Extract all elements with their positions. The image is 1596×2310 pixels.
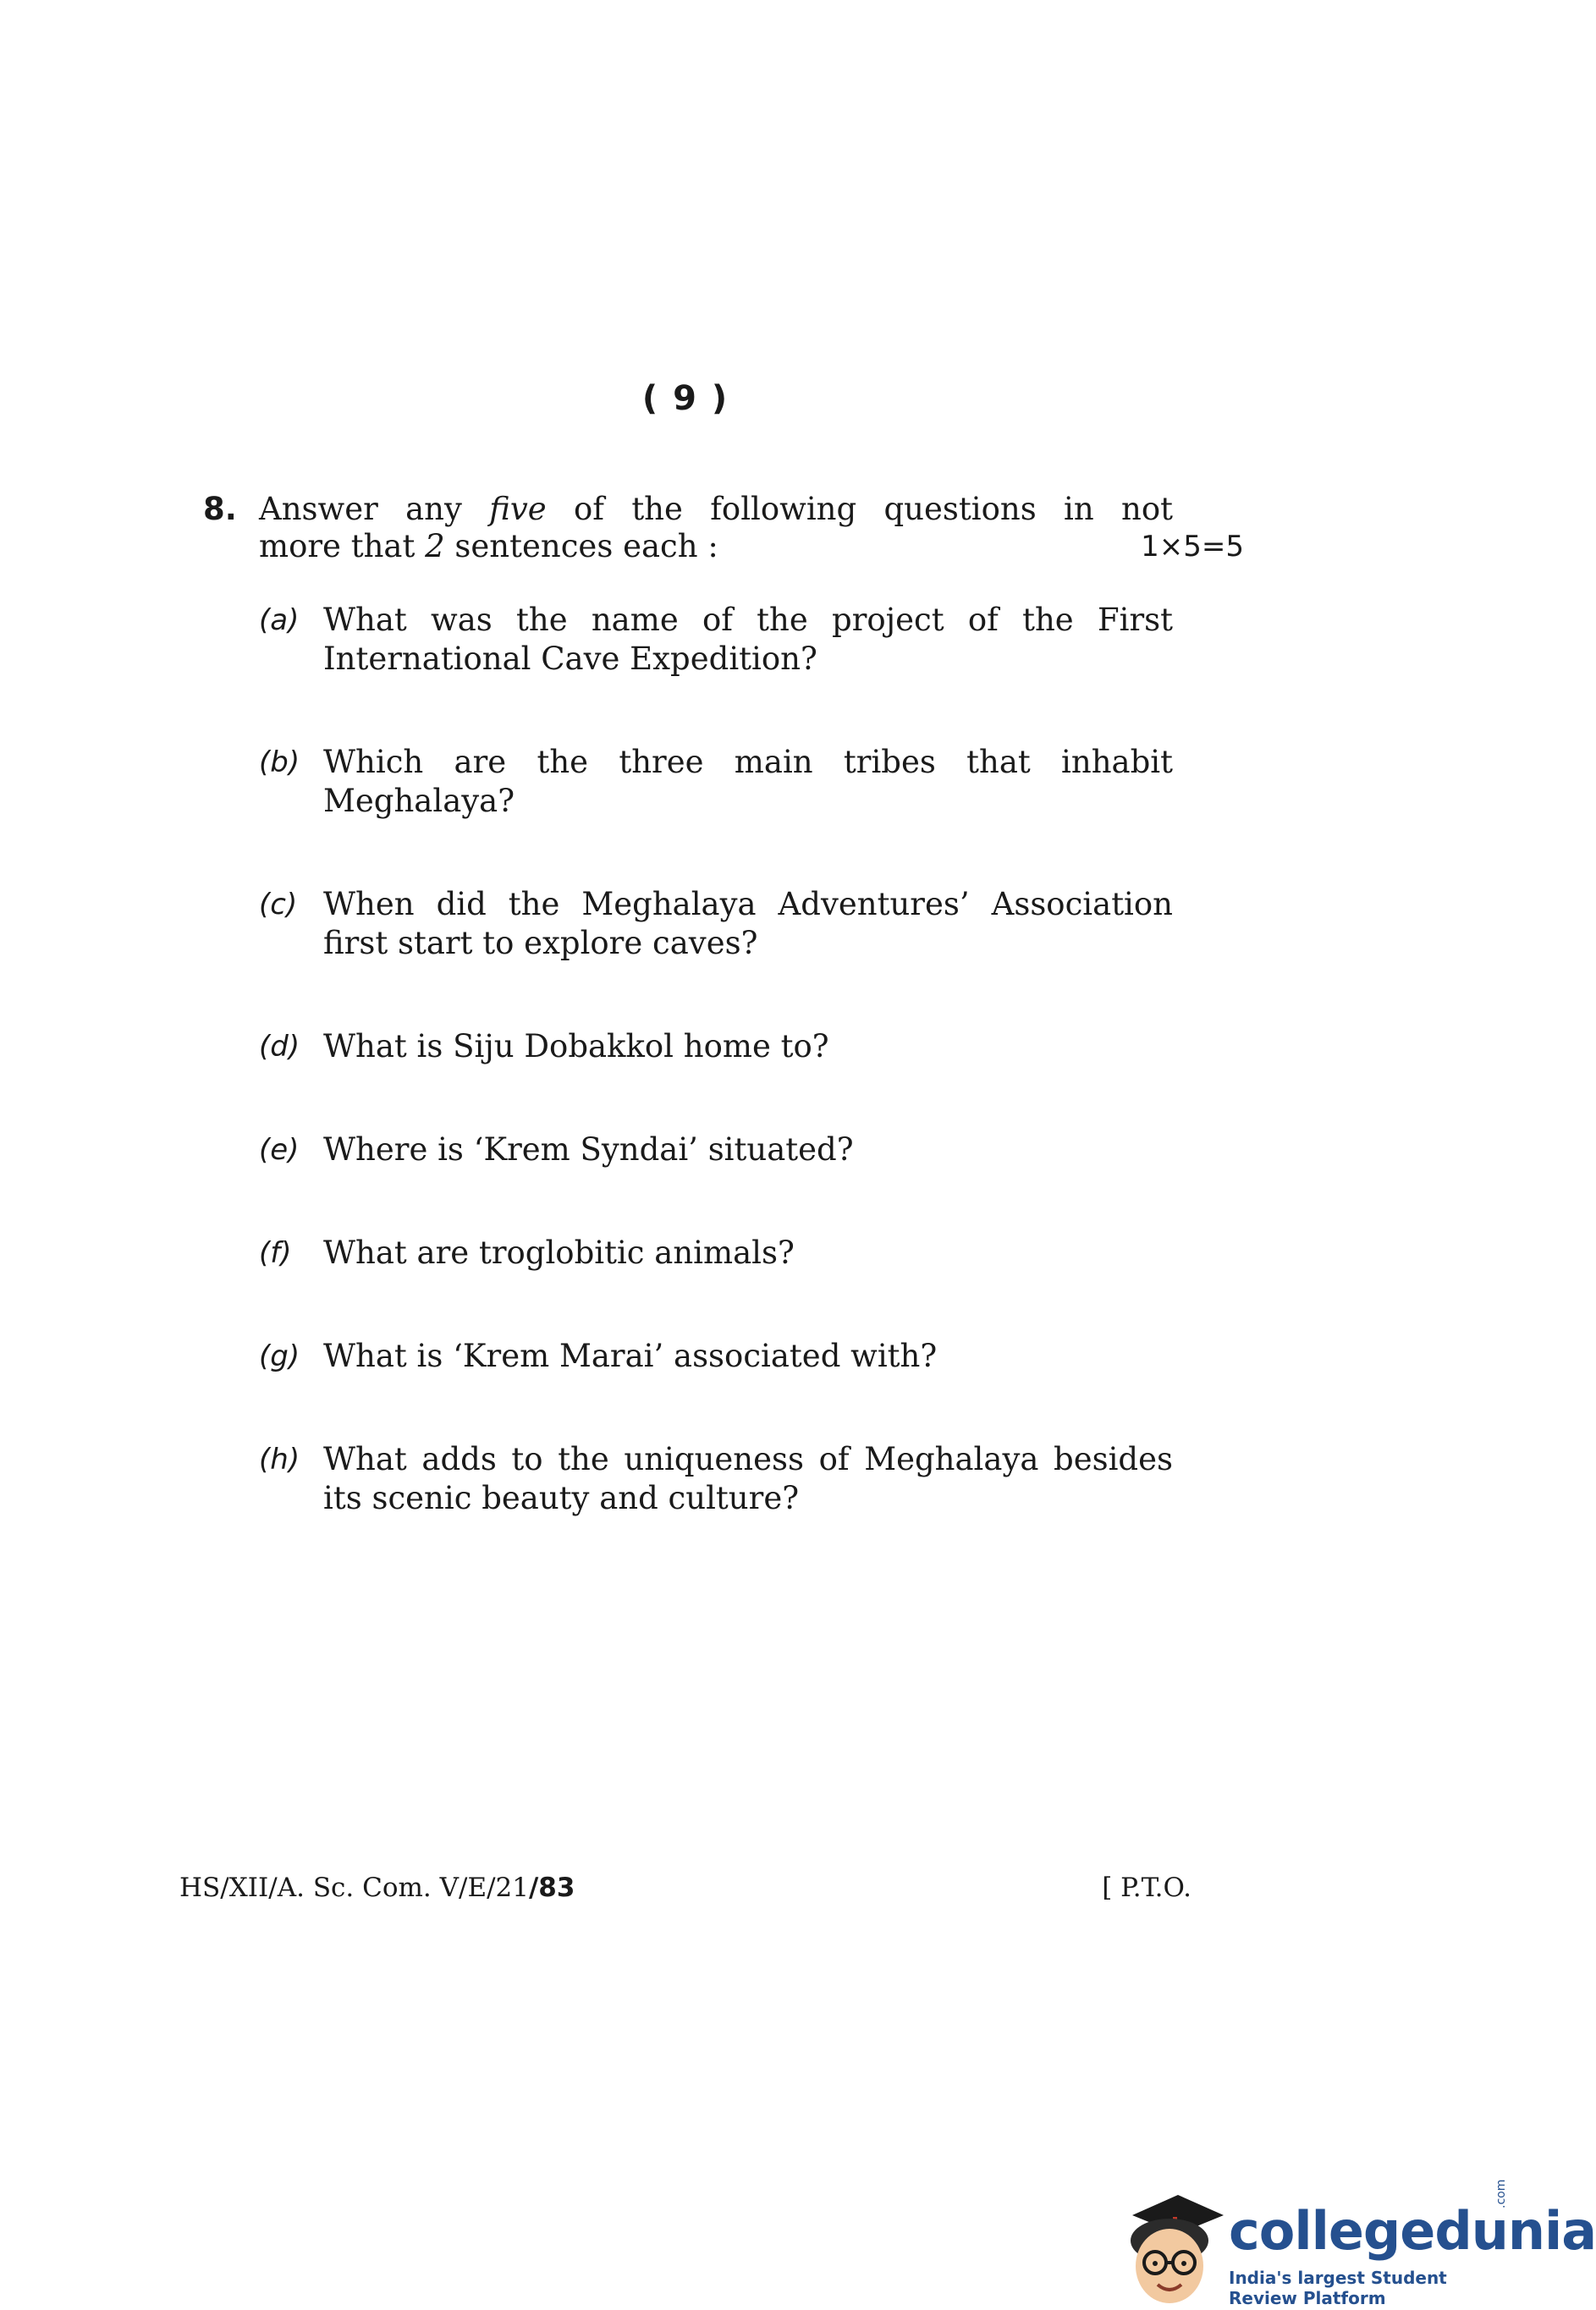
sub-question-text bbox=[323, 1027, 1173, 1066]
question-number: 8. bbox=[203, 491, 237, 527]
sub-question-line: What adds to the uniqueness of Meghalaya besides bbox=[323, 1441, 1173, 1477]
pto-marker: [ P.T.O. bbox=[1102, 1873, 1191, 1903]
instruction-word: Answer bbox=[259, 491, 378, 527]
sub-question-label: (h) bbox=[259, 1443, 300, 1477]
logo-com: .com bbox=[1494, 2179, 1508, 2208]
sub-question-line: What is ‘Krem Marai’ associated with? bbox=[323, 1338, 938, 1374]
sub-question-line: Which are the three main tribes that inhabit bbox=[323, 744, 1173, 780]
instruction-word: five bbox=[489, 491, 547, 527]
sub-question-label: (b) bbox=[259, 745, 300, 779]
sub-question bbox=[259, 1337, 1173, 1376]
sub-question-label: (g) bbox=[259, 1339, 300, 1373]
sub-question bbox=[259, 1027, 1173, 1066]
logo-brand: collegedunia bbox=[1229, 2200, 1596, 2262]
sub-question-line: Where is ‘Krem Syndai’ situated? bbox=[323, 1131, 854, 1168]
sub-question-line: What is Siju Dobakkol home to? bbox=[323, 1028, 829, 1064]
instruction-word: of bbox=[574, 491, 604, 527]
instruction-line-1 bbox=[259, 491, 1173, 528]
sub-question bbox=[259, 885, 1173, 963]
marks-allocation: 1×5=5 bbox=[1141, 530, 1244, 564]
sub-question-line: Meghalaya? bbox=[323, 783, 515, 819]
sub-question-text bbox=[323, 743, 1173, 821]
page-footer bbox=[179, 1873, 1191, 1903]
mascot-icon bbox=[1117, 2183, 1227, 2307]
sub-question-line: International Cave Expedition? bbox=[323, 641, 817, 677]
page-number: ( 9 ) bbox=[641, 379, 729, 418]
sub-question bbox=[259, 601, 1173, 679]
instruction-word: in bbox=[1064, 491, 1094, 527]
instruction-word: not bbox=[1120, 491, 1173, 527]
sub-question bbox=[259, 1440, 1173, 1518]
instruction-word: questions bbox=[883, 491, 1037, 527]
sub-question-label: (e) bbox=[259, 1133, 300, 1167]
sub-question-label: (d) bbox=[259, 1030, 300, 1064]
sub-question-text bbox=[323, 1337, 1173, 1376]
sub-question-label: (a) bbox=[259, 603, 300, 637]
question-header bbox=[203, 491, 1244, 565]
instruction-word: following bbox=[710, 491, 857, 527]
instruction-line-2 bbox=[259, 528, 1244, 565]
instruction-word: the bbox=[631, 491, 683, 527]
sub-question-text bbox=[323, 601, 1173, 679]
sub-question-label: (c) bbox=[259, 888, 298, 921]
sub-question bbox=[259, 743, 1173, 821]
sub-question-line: its scenic beauty and culture? bbox=[323, 1480, 800, 1516]
sub-question-text bbox=[323, 1440, 1173, 1518]
question-8 bbox=[203, 491, 1244, 1582]
logo-tagline: India's largest Student Review Platform bbox=[1229, 2268, 1447, 2308]
question-instruction bbox=[259, 491, 1244, 565]
sub-question-text bbox=[323, 885, 1173, 963]
sub-question bbox=[259, 1130, 1173, 1169]
sub-question-line: When did the Meghalaya Adventures’ Association bbox=[323, 886, 1173, 922]
sub-question-line: first start to explore caves? bbox=[323, 925, 758, 961]
sub-question bbox=[259, 1234, 1173, 1273]
sub-question-label: (f) bbox=[259, 1236, 292, 1270]
sub-question-line: What are troglobitic animals? bbox=[323, 1235, 795, 1271]
collegedunia-logo bbox=[1117, 2179, 1596, 2308]
sub-question-list bbox=[259, 601, 1173, 1518]
sub-question-text bbox=[323, 1130, 1173, 1169]
sub-question-text bbox=[323, 1234, 1173, 1273]
instruction-word: any bbox=[405, 491, 462, 527]
sub-question-line: What was the name of the project of the First bbox=[323, 602, 1173, 638]
paper-code: HS/XII/A. Sc. Com. V/E/21/83 bbox=[179, 1873, 575, 1903]
instruction-text: more that 2 sentences each : bbox=[259, 528, 718, 564]
